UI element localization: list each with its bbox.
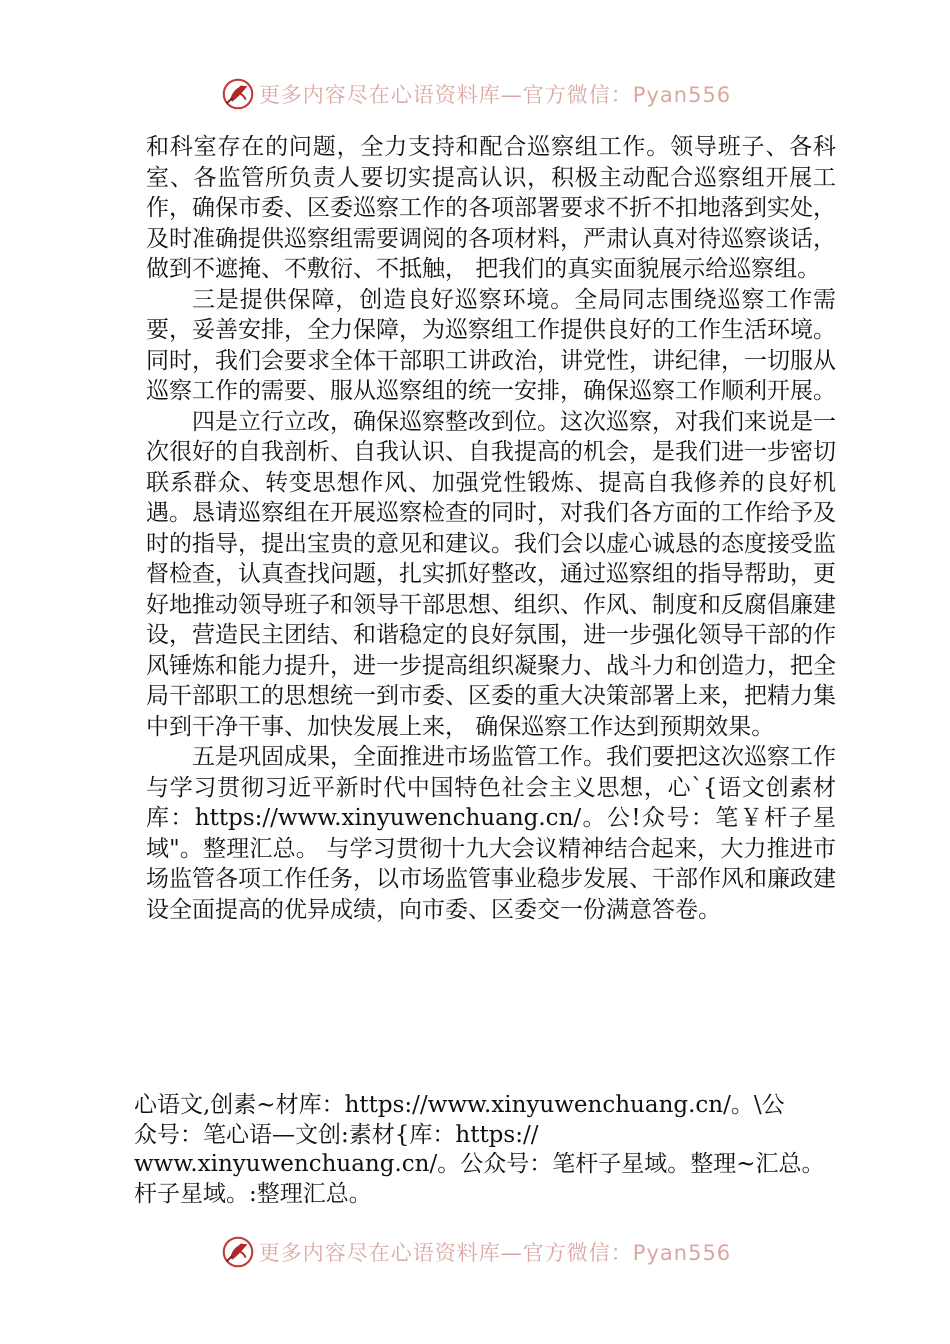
trailing-line: www.xinyuwenchuang.cn/。公众号：笔杆子星域。整理~汇总。 xyxy=(134,1151,825,1177)
paragraph-point-four: 四是立行立改，确保巡察整改到位。这次巡察，对我们来说是一次很好的自我剖析、自我认识、自我提高的机会，是我们进一步密切联系群众、转变思想作风、加强党性锻炼、提高自我修养的良好机遇。恳请巡察组在开展巡察检查的同时，对我们各方面的工作给予及时的指导，提出宝贵的意见和建议。我们会以虚心诚恳的态度接受监督检查，认真查找问题，扎实抓好整改，通过巡察组的指导帮助，更好地推动领导班子和领导干部思想、组织、作风、制度和反腐倡廉建设，营造民主团结、和谐稳定的良好氛围，进一步强化领导干部的作风锤炼和能力提升，进一步提高组织凝聚力、战斗力和创造力，把全局干部职工的思想统一到市委、区委的重大决策部署上来，把精力集中到干净干事、加快发展上来， 确保巡察工作达到预期效果。 xyxy=(146,408,836,740)
flower-logo-icon xyxy=(219,75,257,113)
trailing-text-block xyxy=(134,1091,834,1209)
footer-banner-text: 更多内容尽在心语资料库—官方微信：Pyan556 xyxy=(258,1241,732,1265)
trailing-line: 杆子星域。:整理汇总。 xyxy=(134,1180,372,1207)
header-banner-text: 更多内容尽在心语资料库—官方微信：Pyan556 xyxy=(258,83,732,107)
document-body xyxy=(146,132,836,925)
trailing-line: 众号：笔心语—文创:素材{库：https:// xyxy=(134,1121,539,1148)
paragraph-continuation: 和科室存在的问题，全力支持和配合巡察组工作。领导班子、各科室、各监管所负责人要切实提高认识，积极主动配合巡察组开展工作，确保市委、区委巡察工作的各项部署要求不折不扣地落到实处，及时准确提供巡察组需要调阅的各项材料，严肃认真对待巡察谈话，做到不遮掩、不敷衍、不抵触， 把我们的真实面貌展示给巡察组。 xyxy=(146,134,836,282)
flower-logo-icon xyxy=(219,1233,257,1271)
trailing-line: 心语文,创素~材库：https://www.xinyuwenchuang.cn/。\公 xyxy=(134,1092,785,1118)
paragraph-point-three: 三是提供保障，创造良好巡察环境。全局同志围绕巡察工作需要，妥善安排，全力保障，为巡察组工作提供良好的工作生活环境。同时，我们会要求全体干部职工讲政治，讲党性，讲纪律，一切服从巡察工作的需要、服从巡察组的统一安排，确保巡察工作顺利开展。 xyxy=(146,286,836,404)
footer-banner xyxy=(0,1232,950,1272)
header-banner xyxy=(0,74,950,114)
paragraph-point-five: 五是巩固成果，全面推进市场监管工作。我们要把这次巡察工作与学习贯彻习近平新时代中国特色社会主义思想，心`{语文创素材库：https://www.xinyuwenchuang.cn/。公!众号：笔￥杆子星域"。整理汇总。 与学习贯彻十九大会议精神结合起来，大力推进市场监管各项工作任务，以市场监管事业稳步发展、干部作风和廉政建设全面提高的优异成绩，向市委、区委交一份满意答卷。 xyxy=(146,744,836,923)
